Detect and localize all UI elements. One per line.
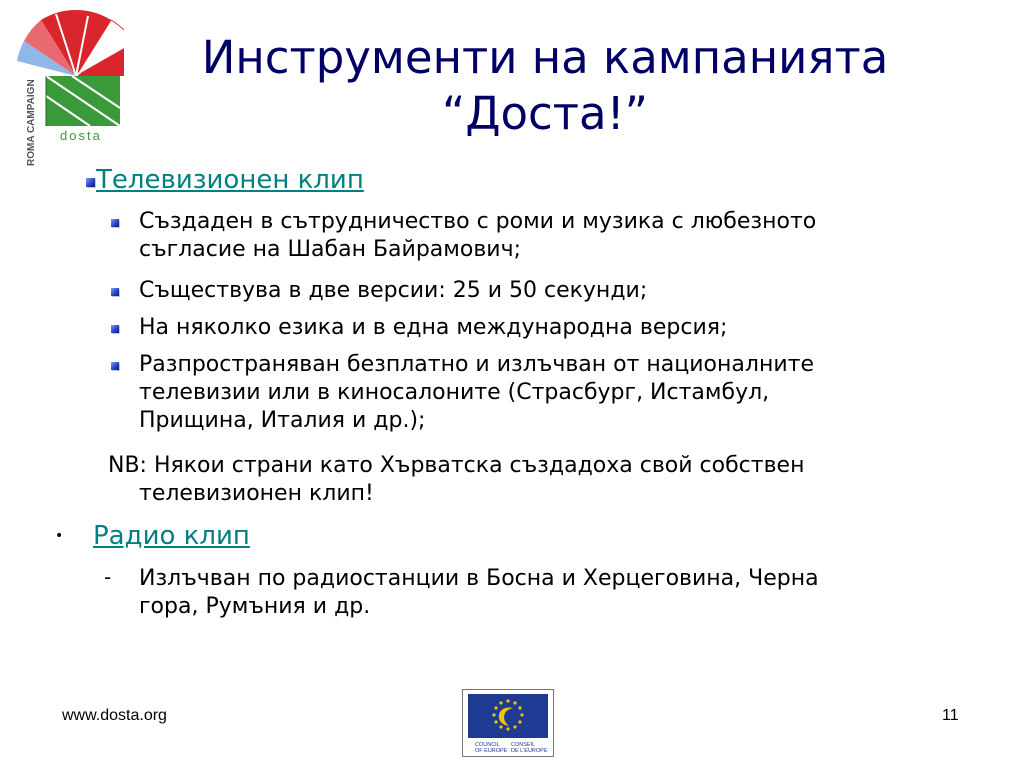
section-heading-tv-clip	[96, 164, 364, 196]
nb-note: NB: Някои страни като Хърватска създадоха свой собствен телевизионен клип!	[108, 453, 805, 506]
dosta-logo	[16, 6, 124, 174]
slide-title-line2: “Доста!”	[442, 87, 648, 140]
list-item: Създаден в сътрудничество с роми и музика с любезното съгласие на Шабан Байрамович;	[139, 209, 817, 262]
list-item: Съществува в две версии: 25 и 50 секунди;	[139, 278, 648, 303]
footer-url: www.dosta.org	[62, 707, 167, 724]
blue-square-bullet-icon	[86, 178, 95, 187]
svg-text:COUNCIL: COUNCIL	[475, 742, 500, 748]
slide-title-line1: Инструменти на кампанията	[201, 31, 889, 84]
blue-square-bullet-icon	[111, 219, 119, 227]
logo-vertical-text: ROMA CAMPAIGN	[26, 79, 37, 166]
section-heading-radio-clip	[93, 520, 250, 552]
small-dot-bullet-icon: •	[55, 528, 64, 544]
page-number: 11	[942, 707, 959, 724]
list-item: На няколко езика и в една международна версия;	[139, 315, 728, 340]
list-item: Разпространяван безплатно и излъчван от националните телевизии или в киносалоните (Страсбург, Истамбул, Прищина, Италия и др.);	[139, 352, 814, 433]
logo-green-block	[46, 76, 120, 126]
list-item: Излъчван по радиостанции в Босна и Херцеговина, Черна гора, Румъния и др.	[139, 566, 819, 619]
blue-square-bullet-icon	[111, 325, 119, 333]
slide-title	[130, 30, 960, 142]
radio-clip-link[interactable]: Радио клип	[93, 521, 250, 551]
svg-text:CONSEIL: CONSEIL	[511, 742, 536, 748]
council-of-europe-logo	[462, 689, 554, 757]
logo-word: dosta	[60, 128, 102, 143]
dash-bullet-icon: -	[104, 565, 112, 589]
logo-fan	[17, 10, 124, 76]
blue-square-bullet-icon	[111, 288, 119, 296]
svg-text:DE L'EUROPE: DE L'EUROPE	[511, 748, 548, 754]
tv-clip-link[interactable]: Телевизионен клип	[96, 165, 364, 195]
svg-text:OF EUROPE: OF EUROPE	[475, 748, 508, 754]
blue-square-bullet-icon	[111, 362, 119, 370]
